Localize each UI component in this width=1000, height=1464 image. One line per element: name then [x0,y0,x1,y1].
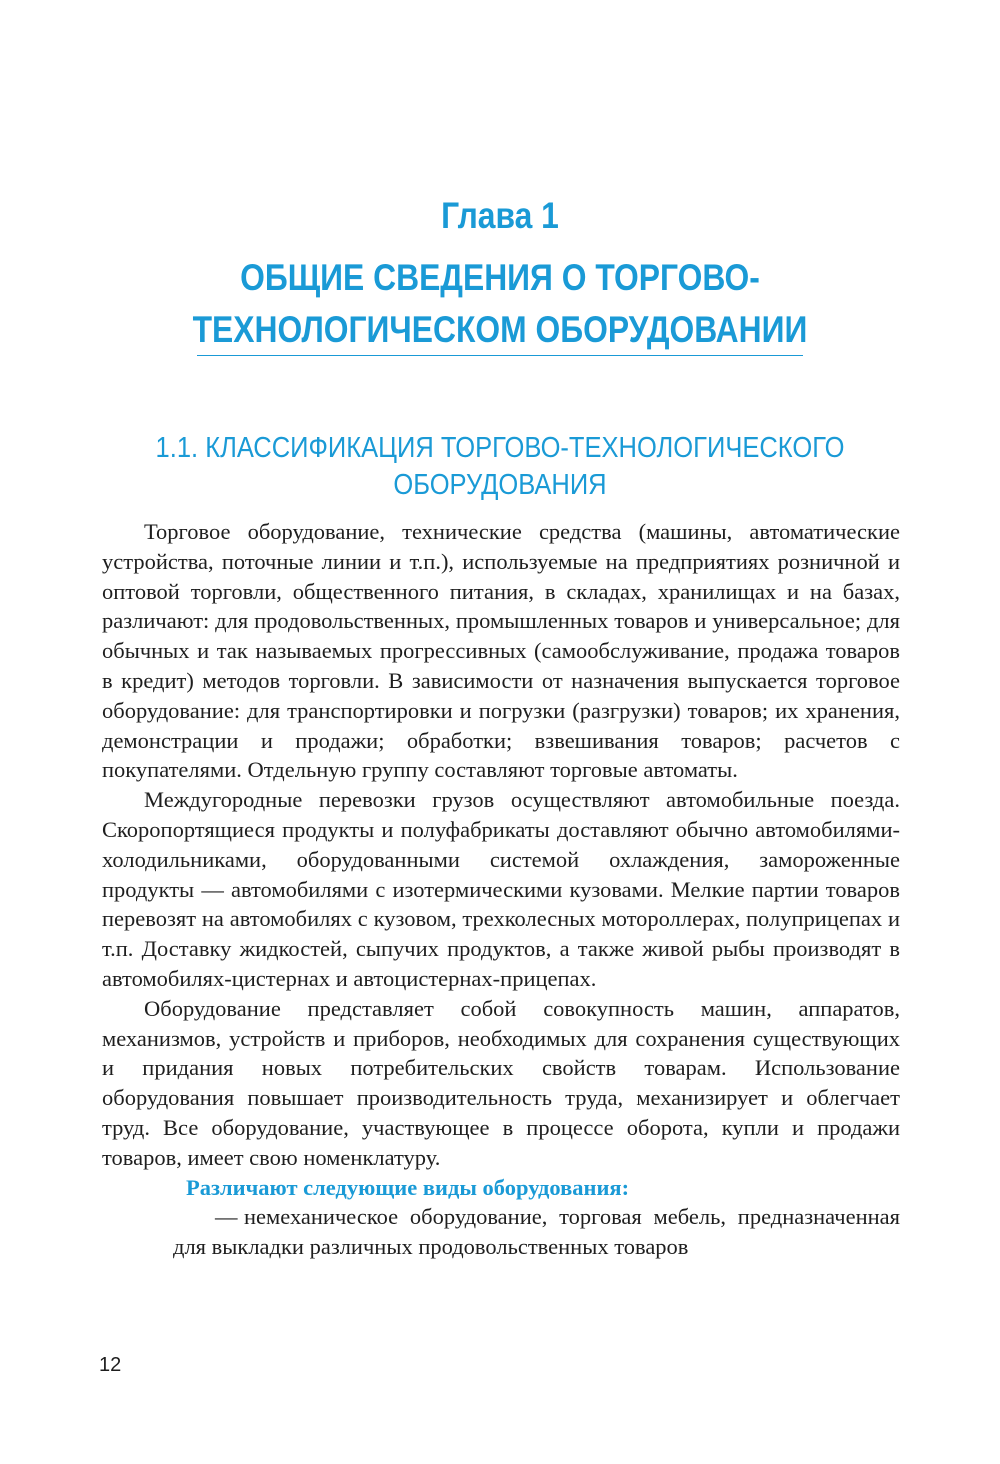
chapter-title-line-2: ТЕХНОЛОГИЧЕСКОМ ОБОРУДОВАНИИ [192,309,808,350]
paragraph: Междугородные перевозки грузов осуществляют автомобильные поезда. Скоропортящиеся продукты и полуфабрикаты доставляют обычно автомобилями-холодильниками, оборудованными системой охлаждения, замороженные продукты — автомобилями с изотермическими кузовами. Мелкие партии товаров перевозят на автомобилях с кузовом, трехколесных мотороллерах, полуприцепах и т.п. Доставку жидкостей, сыпучих продуктов, а также живой рыбы производят в автомобилях-цистернах и автоцистернах-прицепах. [102,787,900,991]
list-item [102,1202,900,1262]
paragraph: Торговое оборудование, технические средства (машины, автоматические устройства, поточные линии и т.п.), используемые на предприятиях розничной и оптовой торговли, общественного питания, в складах, хранилищах и на базах, различают: для продовольственных, промышленных товаров и универсальное; для обычных и так называемых прогрессивных (самообслуживание, продажа товаров в кредит) методов торговли. В зависимости от назначения выпускается торговое оборудование: для транспортировки и погрузки (разгрузки) товаров; их хранения, демонстрации и продажи; обработки; взвешивания товаров; расчетов с покупателями. Отдельную группу составляют торговые автоматы. [102,519,900,783]
body-text [102,517,900,1262]
section-title-line-2: ОБОРУДОВАНИЯ [393,469,607,501]
page-number: 12 [99,1354,122,1376]
section-title-line-1: 1.1. КЛАССИФИКАЦИЯ ТОРГОВО-ТЕХНОЛОГИЧЕСКОГО [155,432,845,464]
chapter-divider [197,355,803,356]
chapter-title-line-1: ОБЩИЕ СВЕДЕНИЯ О ТОРГОВО- [240,257,760,298]
list-item-marker: — [215,1204,238,1230]
paragraph: Оборудование представляет собой совокупность машин, аппаратов, механизмов, устройств и приборов, необходимых для сохранения существующих и придания новых потребительских свойств товарам. Использование оборудования повышает производительность труда, механизирует и облегчает труд. Все оборудование, участвующее в процессе оборота, купли и продажи товаров, имеет свою номенклатуру. [102,995,900,1170]
chapter-label: Глава 1 [441,195,559,236]
list-lead: Различают следующие виды оборудования: [186,1174,630,1200]
chapter-title [70,252,930,356]
section-title [60,430,940,504]
list-item-text: немеханическое оборудование, торговая мебель, предназначенная для выкладки различных продовольственных товаров [173,1204,900,1260]
